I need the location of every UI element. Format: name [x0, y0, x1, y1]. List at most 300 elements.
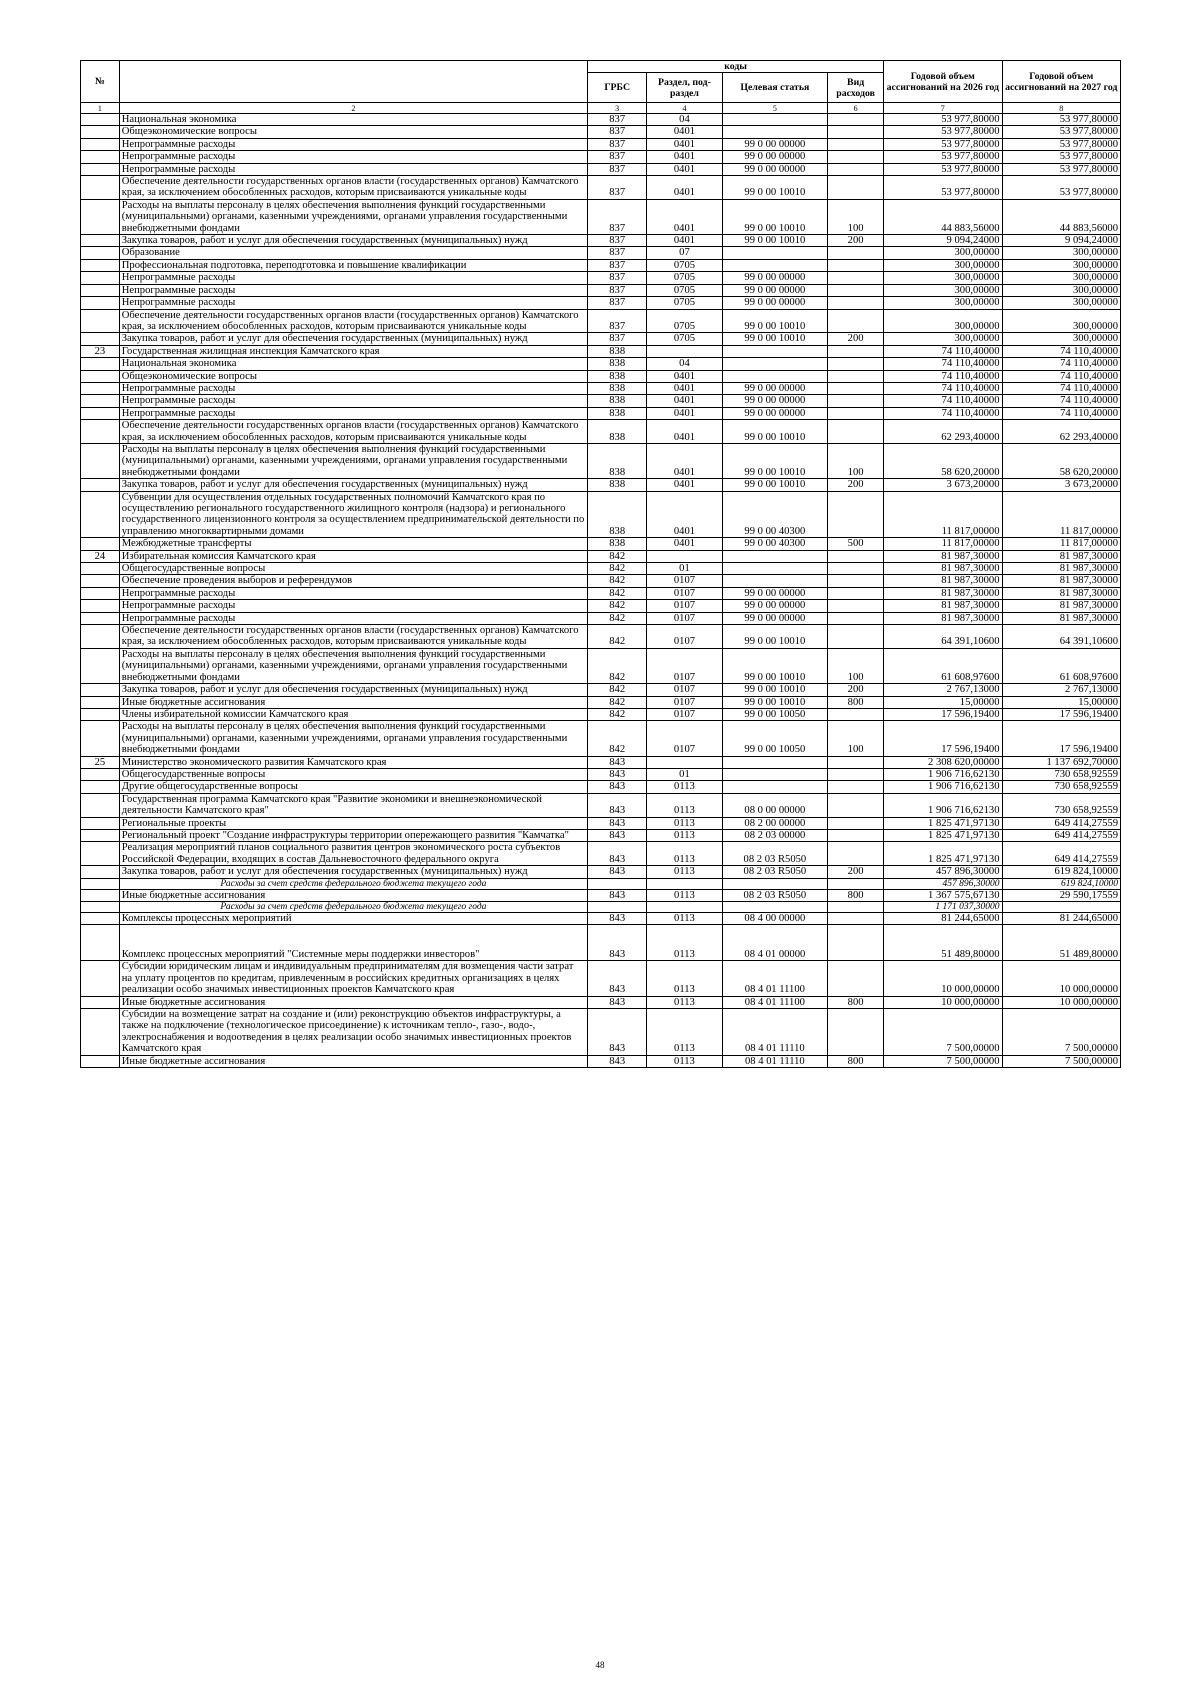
row-amount-2027: 300,00000 — [1002, 284, 1120, 296]
row-number — [81, 925, 120, 961]
row-name: Национальная экономика — [119, 114, 587, 126]
row-number — [81, 996, 120, 1008]
row-number — [81, 272, 120, 284]
row-amount-2027: 61 608,97600 — [1002, 648, 1120, 683]
row-amount-2026: 15,00000 — [884, 696, 1002, 708]
table-row-note — [81, 902, 1121, 913]
row-target-article — [722, 345, 828, 357]
row-name: Непрограммные расходы — [119, 138, 587, 150]
row-number: 23 — [81, 345, 120, 357]
row-target-article: 99 0 00 10010 — [722, 648, 828, 683]
row-grbs: 843 — [588, 889, 647, 901]
row-target-article: 99 0 00 10010 — [722, 625, 828, 649]
row-amount-2026: 53 977,80000 — [884, 126, 1002, 138]
row-grbs: 837 — [588, 151, 647, 163]
row-amount-2027: 300,00000 — [1002, 272, 1120, 284]
row-amount-2027: 619 824,10000 — [1002, 878, 1120, 889]
row-grbs: 843 — [588, 925, 647, 961]
row-amount-2026: 300,00000 — [884, 247, 1002, 259]
row-amount-2026: 9 094,24000 — [884, 235, 1002, 247]
row-amount-2027: 7 500,00000 — [1002, 1055, 1120, 1067]
row-amount-2026: 81 987,30000 — [884, 563, 1002, 575]
header-year-2027: Годовой объем ассигнований на 2027 год — [1002, 61, 1120, 103]
row-amount-2026: 53 977,80000 — [884, 114, 1002, 126]
row-amount-2027: 300,00000 — [1002, 333, 1120, 345]
row-amount-2026: 64 391,10600 — [884, 625, 1002, 649]
row-number: 24 — [81, 550, 120, 562]
row-razdel: 0705 — [647, 309, 722, 333]
table-row — [81, 333, 1121, 345]
row-razdel: 0107 — [647, 575, 722, 587]
row-name: Расходы на выплаты персоналу в целях обеспечения выполнения функций государственными (муниципальными) органами, казенными учреждениями, органами управления государственными внебюджетными фондами — [119, 721, 587, 756]
row-number — [81, 247, 120, 259]
row-amount-2027: 10 000,00000 — [1002, 961, 1120, 996]
table-row — [81, 358, 1121, 370]
row-number — [81, 721, 120, 756]
row-name: Иные бюджетные ассигнования — [119, 1055, 587, 1067]
row-razdel — [647, 902, 722, 913]
table-row — [81, 925, 1121, 961]
row-razdel — [647, 756, 722, 768]
row-razdel: 0107 — [647, 648, 722, 683]
row-expense-type — [828, 370, 884, 382]
row-grbs: 843 — [588, 817, 647, 829]
row-name: Закупка товаров, работ и услуг для обеспечения государственных (муниципальных) нужд — [119, 333, 587, 345]
row-grbs: 842 — [588, 563, 647, 575]
header-year-2026: Годовой объем ассигнований на 2026 год — [884, 61, 1002, 103]
row-razdel: 04 — [647, 358, 722, 370]
row-target-article — [722, 781, 828, 793]
row-razdel: 0113 — [647, 817, 722, 829]
row-amount-2027: 11 817,00000 — [1002, 491, 1120, 538]
row-name: Расходы за счет средств федерального бюджета текущего года — [119, 878, 587, 889]
row-expense-type — [828, 247, 884, 259]
row-number — [81, 407, 120, 419]
row-amount-2027: 11 817,00000 — [1002, 538, 1120, 550]
table-row — [81, 176, 1121, 200]
table-row — [81, 420, 1121, 444]
row-name: Иные бюджетные ассигнования — [119, 996, 587, 1008]
row-name: Непрограммные расходы — [119, 612, 587, 624]
row-target-article — [722, 550, 828, 562]
row-grbs: 837 — [588, 309, 647, 333]
row-target-article: 99 0 00 00000 — [722, 612, 828, 624]
row-expense-type: 800 — [828, 1055, 884, 1067]
row-name: Профессиональная подготовка, переподготовка и повышение квалификации — [119, 259, 587, 271]
row-grbs: 842 — [588, 721, 647, 756]
header-expense-type: Вид расходов — [828, 73, 884, 103]
row-target-article — [722, 902, 828, 913]
row-razdel: 0401 — [647, 199, 722, 234]
row-name: Расходы на выплаты персоналу в целях обеспечения выполнения функций государственными (муниципальными) органами, казенными учреждениями, органами управления государственными внебюджетными фондами — [119, 648, 587, 683]
row-target-article — [722, 370, 828, 382]
row-razdel: 0113 — [647, 889, 722, 901]
row-razdel: 0113 — [647, 842, 722, 866]
row-amount-2027: 81 987,30000 — [1002, 550, 1120, 562]
row-name: Реализация мероприятий планов социального развития центров экономического роста субъектов Российской Федерации, входящих в состав Дальневосточного федерального округа — [119, 842, 587, 866]
table-row — [81, 829, 1121, 841]
row-target-article — [722, 756, 828, 768]
row-grbs: 842 — [588, 550, 647, 562]
row-target-article: 99 0 00 00000 — [722, 407, 828, 419]
row-number — [81, 575, 120, 587]
table-row — [81, 163, 1121, 175]
row-razdel: 0401 — [647, 370, 722, 382]
row-name: Расходы на выплаты персоналу в целях обеспечения выполнения функций государственными (муниципальными) органами, казенными учреждениями, органами управления государственными внебюджетными фондами — [119, 199, 587, 234]
row-grbs: 837 — [588, 235, 647, 247]
row-expense-type — [828, 550, 884, 562]
row-expense-type — [828, 491, 884, 538]
row-amount-2026: 81 244,65000 — [884, 913, 1002, 925]
column-number: 5 — [722, 103, 828, 114]
row-name: Непрограммные расходы — [119, 382, 587, 394]
row-number — [81, 1055, 120, 1067]
row-target-article: 99 0 00 10010 — [722, 333, 828, 345]
row-number — [81, 600, 120, 612]
row-amount-2026: 53 977,80000 — [884, 163, 1002, 175]
row-name: Министерство экономического развития Камчатского края — [119, 756, 587, 768]
row-expense-type: 800 — [828, 696, 884, 708]
row-amount-2026: 2 308 620,00000 — [884, 756, 1002, 768]
row-grbs — [588, 878, 647, 889]
table-row — [81, 297, 1121, 309]
table-row — [81, 866, 1121, 878]
row-amount-2026: 1 825 471,97130 — [884, 842, 1002, 866]
row-razdel: 0401 — [647, 163, 722, 175]
row-razdel: 0107 — [647, 587, 722, 599]
column-number: 4 — [647, 103, 722, 114]
row-amount-2027: 53 977,80000 — [1002, 163, 1120, 175]
row-amount-2026: 53 977,80000 — [884, 176, 1002, 200]
row-expense-type — [828, 176, 884, 200]
row-grbs: 843 — [588, 829, 647, 841]
row-amount-2027: 74 110,40000 — [1002, 370, 1120, 382]
table-row — [81, 114, 1121, 126]
row-razdel: 0113 — [647, 829, 722, 841]
row-expense-type: 800 — [828, 889, 884, 901]
row-number — [81, 479, 120, 491]
row-name: Непрограммные расходы — [119, 407, 587, 419]
row-number — [81, 382, 120, 394]
row-amount-2026: 81 987,30000 — [884, 575, 1002, 587]
column-number: 6 — [828, 103, 884, 114]
row-number — [81, 781, 120, 793]
row-amount-2026: 3 673,20000 — [884, 479, 1002, 491]
row-number — [81, 284, 120, 296]
row-expense-type: 200 — [828, 333, 884, 345]
row-number — [81, 538, 120, 550]
column-number: 7 — [884, 103, 1002, 114]
table-header — [81, 61, 1121, 114]
row-amount-2026: 81 987,30000 — [884, 600, 1002, 612]
row-target-article: 99 0 00 00000 — [722, 382, 828, 394]
row-expense-type — [828, 781, 884, 793]
row-amount-2026: 1 906 716,62130 — [884, 768, 1002, 780]
table-row — [81, 247, 1121, 259]
row-expense-type — [828, 708, 884, 720]
row-name: Непрограммные расходы — [119, 297, 587, 309]
column-number: 1 — [81, 103, 120, 114]
table-row — [81, 721, 1121, 756]
row-expense-type — [828, 587, 884, 599]
row-grbs: 837 — [588, 247, 647, 259]
row-amount-2027: 649 414,27559 — [1002, 842, 1120, 866]
row-target-article: 99 0 00 10050 — [722, 708, 828, 720]
row-name: Непрограммные расходы — [119, 395, 587, 407]
row-razdel: 0107 — [647, 625, 722, 649]
row-razdel: 0107 — [647, 612, 722, 624]
row-target-article: 99 0 00 10010 — [722, 235, 828, 247]
row-razdel: 0705 — [647, 259, 722, 271]
table-row — [81, 235, 1121, 247]
row-name: Закупка товаров, работ и услуг для обеспечения государственных (муниципальных) нужд — [119, 479, 587, 491]
row-amount-2027: 29 590,17559 — [1002, 889, 1120, 901]
row-grbs: 842 — [588, 600, 647, 612]
row-target-article: 99 0 00 00000 — [722, 284, 828, 296]
row-target-article: 99 0 00 40300 — [722, 538, 828, 550]
row-target-article: 08 4 01 11110 — [722, 1009, 828, 1056]
row-number — [81, 1009, 120, 1056]
row-target-article: 99 0 00 10010 — [722, 199, 828, 234]
row-amount-2026: 11 817,00000 — [884, 491, 1002, 538]
row-expense-type — [828, 842, 884, 866]
table-row — [81, 382, 1121, 394]
row-amount-2027: 9 094,24000 — [1002, 235, 1120, 247]
table-row — [81, 961, 1121, 996]
row-target-article: 08 2 03 R5050 — [722, 866, 828, 878]
row-name: Иные бюджетные ассигнования — [119, 696, 587, 708]
row-target-article: 99 0 00 00000 — [722, 163, 828, 175]
row-name: Избирательная комиссия Камчатского края — [119, 550, 587, 562]
row-number — [81, 151, 120, 163]
row-razdel: 04 — [647, 114, 722, 126]
row-amount-2026: 51 489,80000 — [884, 925, 1002, 961]
row-target-article: 99 0 00 10050 — [722, 721, 828, 756]
row-target-article: 08 2 03 R5050 — [722, 842, 828, 866]
row-amount-2027: 649 414,27559 — [1002, 829, 1120, 841]
row-razdel: 0401 — [647, 538, 722, 550]
row-amount-2027: 619 824,10000 — [1002, 866, 1120, 878]
row-target-article: 99 0 00 00000 — [722, 600, 828, 612]
row-amount-2026: 457 896,30000 — [884, 878, 1002, 889]
row-amount-2027: 53 977,80000 — [1002, 138, 1120, 150]
table-row — [81, 768, 1121, 780]
row-number — [81, 259, 120, 271]
row-number — [81, 913, 120, 925]
row-amount-2027: 7 500,00000 — [1002, 1009, 1120, 1056]
row-amount-2027: 74 110,40000 — [1002, 345, 1120, 357]
column-number: 3 — [588, 103, 647, 114]
row-expense-type — [828, 272, 884, 284]
row-razdel: 0401 — [647, 235, 722, 247]
row-target-article — [722, 575, 828, 587]
row-name: Государственная жилищная инспекция Камчатского края — [119, 345, 587, 357]
row-razdel: 0401 — [647, 382, 722, 394]
header-grbs: ГРБС — [588, 73, 647, 103]
row-grbs: 842 — [588, 708, 647, 720]
row-expense-type — [828, 420, 884, 444]
row-number — [81, 199, 120, 234]
row-target-article: 99 0 00 10010 — [722, 176, 828, 200]
row-name: Расходы за счет средств федерального бюджета текущего года — [119, 902, 587, 913]
row-name: Общегосударственные вопросы — [119, 563, 587, 575]
row-expense-type — [828, 817, 884, 829]
row-amount-2027: 81 987,30000 — [1002, 587, 1120, 599]
table-row — [81, 625, 1121, 649]
row-amount-2026: 1 906 716,62130 — [884, 793, 1002, 817]
row-razdel: 0705 — [647, 272, 722, 284]
row-amount-2026: 300,00000 — [884, 272, 1002, 284]
row-name: Субсидии на возмещение затрат на создание и (или) реконструкцию объектов инфраструктуры, а также на подключение (технологическое присоединение) к источникам тепло-, газо-, водо-, электроснабжения и водоотведения в целях реализации особо значимых инвестиционных проектов Камчатского края — [119, 1009, 587, 1056]
row-razdel: 0113 — [647, 781, 722, 793]
table-row — [81, 443, 1121, 478]
row-target-article — [722, 358, 828, 370]
row-number — [81, 114, 120, 126]
table-row — [81, 817, 1121, 829]
row-number — [81, 696, 120, 708]
row-razdel: 0401 — [647, 443, 722, 478]
row-razdel: 0113 — [647, 925, 722, 961]
row-amount-2026: 53 977,80000 — [884, 151, 1002, 163]
row-name: Расходы на выплаты персоналу в целях обеспечения выполнения функций государственными (муниципальными) органами, казенными учреждениями, органами управления государственными внебюджетными фондами — [119, 443, 587, 478]
row-number — [81, 333, 120, 345]
row-grbs: 842 — [588, 587, 647, 599]
row-name: Обеспечение деятельности государственных органов власти (государственных органов) Камчатского края, за исключением обособленных расходов, которым присваиваются уникальные коды — [119, 420, 587, 444]
row-expense-type: 500 — [828, 538, 884, 550]
row-target-article — [722, 563, 828, 575]
row-amount-2026: 10 000,00000 — [884, 961, 1002, 996]
row-razdel: 0401 — [647, 407, 722, 419]
row-expense-type: 200 — [828, 235, 884, 247]
row-amount-2027: 1 137 692,70000 — [1002, 756, 1120, 768]
row-name: Национальная экономика — [119, 358, 587, 370]
row-amount-2027: 81 987,30000 — [1002, 575, 1120, 587]
table-row — [81, 696, 1121, 708]
row-grbs: 842 — [588, 575, 647, 587]
row-expense-type — [828, 768, 884, 780]
row-amount-2027: 649 414,27559 — [1002, 817, 1120, 829]
table-row-organization — [81, 345, 1121, 357]
row-number — [81, 297, 120, 309]
row-amount-2026: 7 500,00000 — [884, 1055, 1002, 1067]
row-amount-2026: 81 987,30000 — [884, 612, 1002, 624]
table-row — [81, 199, 1121, 234]
row-number — [81, 878, 120, 889]
row-amount-2027: 3 673,20000 — [1002, 479, 1120, 491]
row-razdel: 0113 — [647, 1055, 722, 1067]
table-row — [81, 563, 1121, 575]
row-target-article: 99 0 00 10010 — [722, 684, 828, 696]
row-number — [81, 889, 120, 901]
row-number — [81, 235, 120, 247]
row-expense-type — [828, 925, 884, 961]
column-number: 8 — [1002, 103, 1120, 114]
row-amount-2026: 74 110,40000 — [884, 382, 1002, 394]
row-amount-2027: 51 489,80000 — [1002, 925, 1120, 961]
row-expense-type — [828, 563, 884, 575]
row-target-article — [722, 114, 828, 126]
row-target-article: 99 0 00 00000 — [722, 297, 828, 309]
row-amount-2027: 53 977,80000 — [1002, 114, 1120, 126]
row-number — [81, 370, 120, 382]
row-amount-2027: 81 244,65000 — [1002, 913, 1120, 925]
row-grbs: 837 — [588, 126, 647, 138]
row-amount-2026: 457 896,30000 — [884, 866, 1002, 878]
row-name: Комплекс процессных мероприятий "Системные меры поддержки инвесторов" — [119, 925, 587, 961]
row-razdel: 0705 — [647, 297, 722, 309]
row-amount-2027: 53 977,80000 — [1002, 151, 1120, 163]
row-number — [81, 395, 120, 407]
row-number — [81, 648, 120, 683]
row-number — [81, 817, 120, 829]
row-razdel: 0113 — [647, 866, 722, 878]
row-expense-type — [828, 793, 884, 817]
table-row-note — [81, 878, 1121, 889]
row-razdel — [647, 878, 722, 889]
row-name: Обеспечение проведения выборов и референдумов — [119, 575, 587, 587]
row-razdel: 07 — [647, 247, 722, 259]
row-target-article: 08 2 03 R5050 — [722, 889, 828, 901]
row-number — [81, 563, 120, 575]
row-amount-2026: 1 825 471,97130 — [884, 817, 1002, 829]
table-row — [81, 395, 1121, 407]
row-expense-type — [828, 284, 884, 296]
row-amount-2026: 10 000,00000 — [884, 996, 1002, 1008]
table-body — [81, 114, 1121, 1068]
row-grbs: 842 — [588, 684, 647, 696]
row-amount-2026: 300,00000 — [884, 259, 1002, 271]
row-number — [81, 587, 120, 599]
row-number: 25 — [81, 756, 120, 768]
row-grbs: 842 — [588, 696, 647, 708]
row-name: Общеэкономические вопросы — [119, 126, 587, 138]
row-name: Члены избирательной комиссии Камчатского края — [119, 708, 587, 720]
row-name: Общеэкономические вопросы — [119, 370, 587, 382]
row-amount-2026: 17 596,19400 — [884, 708, 1002, 720]
row-grbs: 837 — [588, 114, 647, 126]
row-amount-2027: 74 110,40000 — [1002, 395, 1120, 407]
row-expense-type: 100 — [828, 199, 884, 234]
row-expense-type — [828, 358, 884, 370]
row-grbs: 843 — [588, 1009, 647, 1056]
row-expense-type — [828, 625, 884, 649]
row-grbs: 843 — [588, 866, 647, 878]
row-amount-2026: 74 110,40000 — [884, 407, 1002, 419]
table-row — [81, 648, 1121, 683]
row-name: Обеспечение деятельности государственных органов власти (государственных органов) Камчатского края, за исключением обособленных расходов, которым присваиваются уникальные коды — [119, 309, 587, 333]
row-amount-2026: 300,00000 — [884, 284, 1002, 296]
table-row — [81, 491, 1121, 538]
row-name: Другие общегосударственные вопросы — [119, 781, 587, 793]
row-razdel: 0401 — [647, 420, 722, 444]
row-amount-2026: 300,00000 — [884, 333, 1002, 345]
row-razdel — [647, 550, 722, 562]
row-amount-2026: 1 171 037,30000 — [884, 902, 1002, 913]
table-row — [81, 793, 1121, 817]
row-amount-2027: 17 596,19400 — [1002, 721, 1120, 756]
row-expense-type — [828, 395, 884, 407]
row-razdel: 0113 — [647, 1009, 722, 1056]
row-razdel — [647, 345, 722, 357]
table-row — [81, 284, 1121, 296]
row-grbs: 843 — [588, 781, 647, 793]
row-number — [81, 902, 120, 913]
row-name: Непрограммные расходы — [119, 151, 587, 163]
row-name: Закупка товаров, работ и услуг для обеспечения государственных (муниципальных) нужд — [119, 684, 587, 696]
row-grbs — [588, 902, 647, 913]
row-target-article — [722, 768, 828, 780]
row-expense-type — [828, 756, 884, 768]
